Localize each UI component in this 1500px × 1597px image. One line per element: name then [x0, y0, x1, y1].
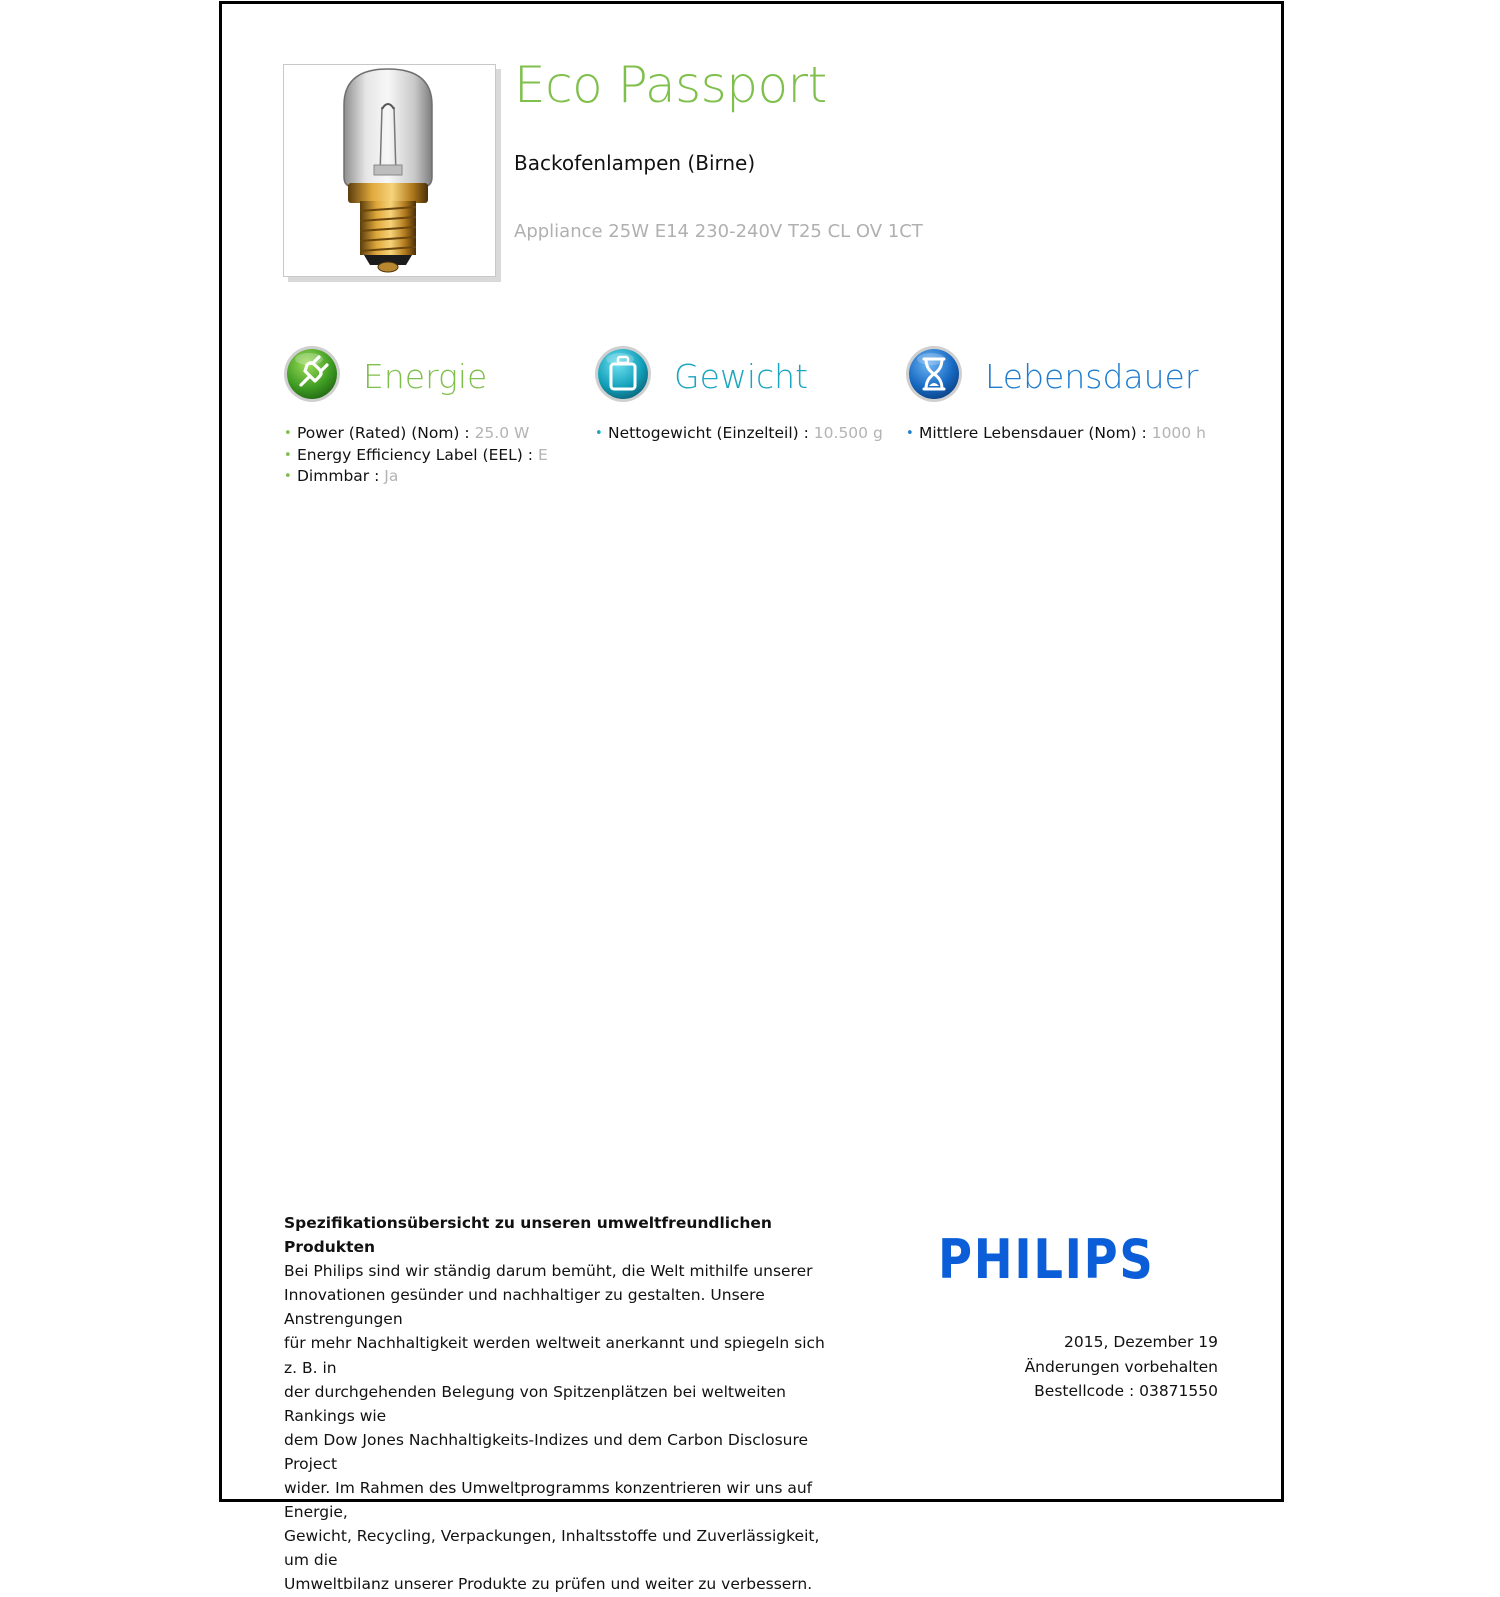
product-image-frame	[283, 64, 496, 277]
item-value: Ja	[384, 467, 399, 485]
about-line: wider. Im Rahmen des Umweltprogramms konzentrieren wir uns auf Energie,	[284, 1479, 813, 1522]
about-line: Innovationen gesünder und nachhaltiger zu gestalten. Unsere Anstrengungen	[284, 1286, 765, 1329]
about-line: der durchgehenden Belegung von Spitzenplätzen bei weltweiten Rankings wie	[284, 1382, 786, 1425]
lifetime-list	[905, 423, 1206, 445]
item-label: Dimmbar :	[297, 467, 380, 485]
hourglass-icon	[905, 345, 963, 403]
item-value: 10.500 g	[813, 424, 883, 442]
about-line: Bei Philips sind wir ständig darum bemüht, die Welt mithilfe unserer	[284, 1262, 813, 1281]
item-value: 25.0 W	[474, 424, 530, 442]
page-title: Eco Passport	[514, 56, 827, 114]
lifetime-title: Lebensdauer	[985, 357, 1199, 396]
list-item: • Dimmbar : Ja	[284, 467, 399, 485]
list-item: • Mittlere Lebensdauer (Nom) : 1000 h	[906, 424, 1206, 442]
item-label: Nettogewicht (Einzelteil) :	[608, 424, 809, 442]
about-line: dem Dow Jones Nachhaltigkeits-Indizes und dem Carbon Disclosure Project	[284, 1430, 809, 1473]
list-item: • Nettogewicht (Einzelteil) : 10.500 g	[595, 424, 883, 442]
list-item: • Energy Efficiency Label (EEL) : E	[284, 445, 548, 464]
item-label: Mittlere Lebensdauer (Nom) :	[919, 424, 1147, 442]
item-value: E	[537, 445, 548, 464]
item-label: Energy Efficiency Label (EEL) :	[297, 445, 533, 464]
item-value: 1000 h	[1151, 424, 1206, 442]
energy-title: Energie	[363, 357, 488, 396]
disclaimer: Änderungen vorbehalten	[1024, 1357, 1218, 1376]
about-heading: Spezifikationsübersicht zu unseren umweltfreundlichen Produkten	[284, 1214, 772, 1257]
about-line: Gewicht, Recycling, Verpackungen, Inhaltsstoffe und Zuverlässigkeit, um die	[284, 1527, 820, 1570]
light-bulb-image	[284, 65, 495, 276]
plug-icon	[283, 345, 341, 403]
weight-title: Gewicht	[674, 357, 809, 396]
weight-list	[594, 423, 883, 445]
product-subtitle: Backofenlampen (Birne)	[514, 151, 756, 175]
document-meta	[960, 1330, 1218, 1404]
list-item: • Power (Rated) (Nom) : 25.0 W	[284, 424, 530, 442]
about-line: Umweltbilanz unserer Produkte zu prüfen und weiter zu verbessern.	[284, 1575, 813, 1594]
item-label: Power (Rated) (Nom) :	[297, 424, 470, 442]
about-text	[284, 1211, 829, 1597]
product-model: Appliance 25W E14 230-240V T25 CL OV 1CT	[514, 221, 923, 242]
about-line: für mehr Nachhaltigkeit werden weltweit anerkannt und spiegeln sich z. B. in	[284, 1334, 825, 1377]
weight-icon	[594, 345, 652, 403]
energy-list	[283, 423, 548, 488]
philips-logo: PHILIPS	[938, 1228, 1155, 1291]
document-date: 2015, Dezember 19	[1064, 1333, 1218, 1351]
order-code: Bestellcode : 03871550	[1034, 1382, 1218, 1400]
